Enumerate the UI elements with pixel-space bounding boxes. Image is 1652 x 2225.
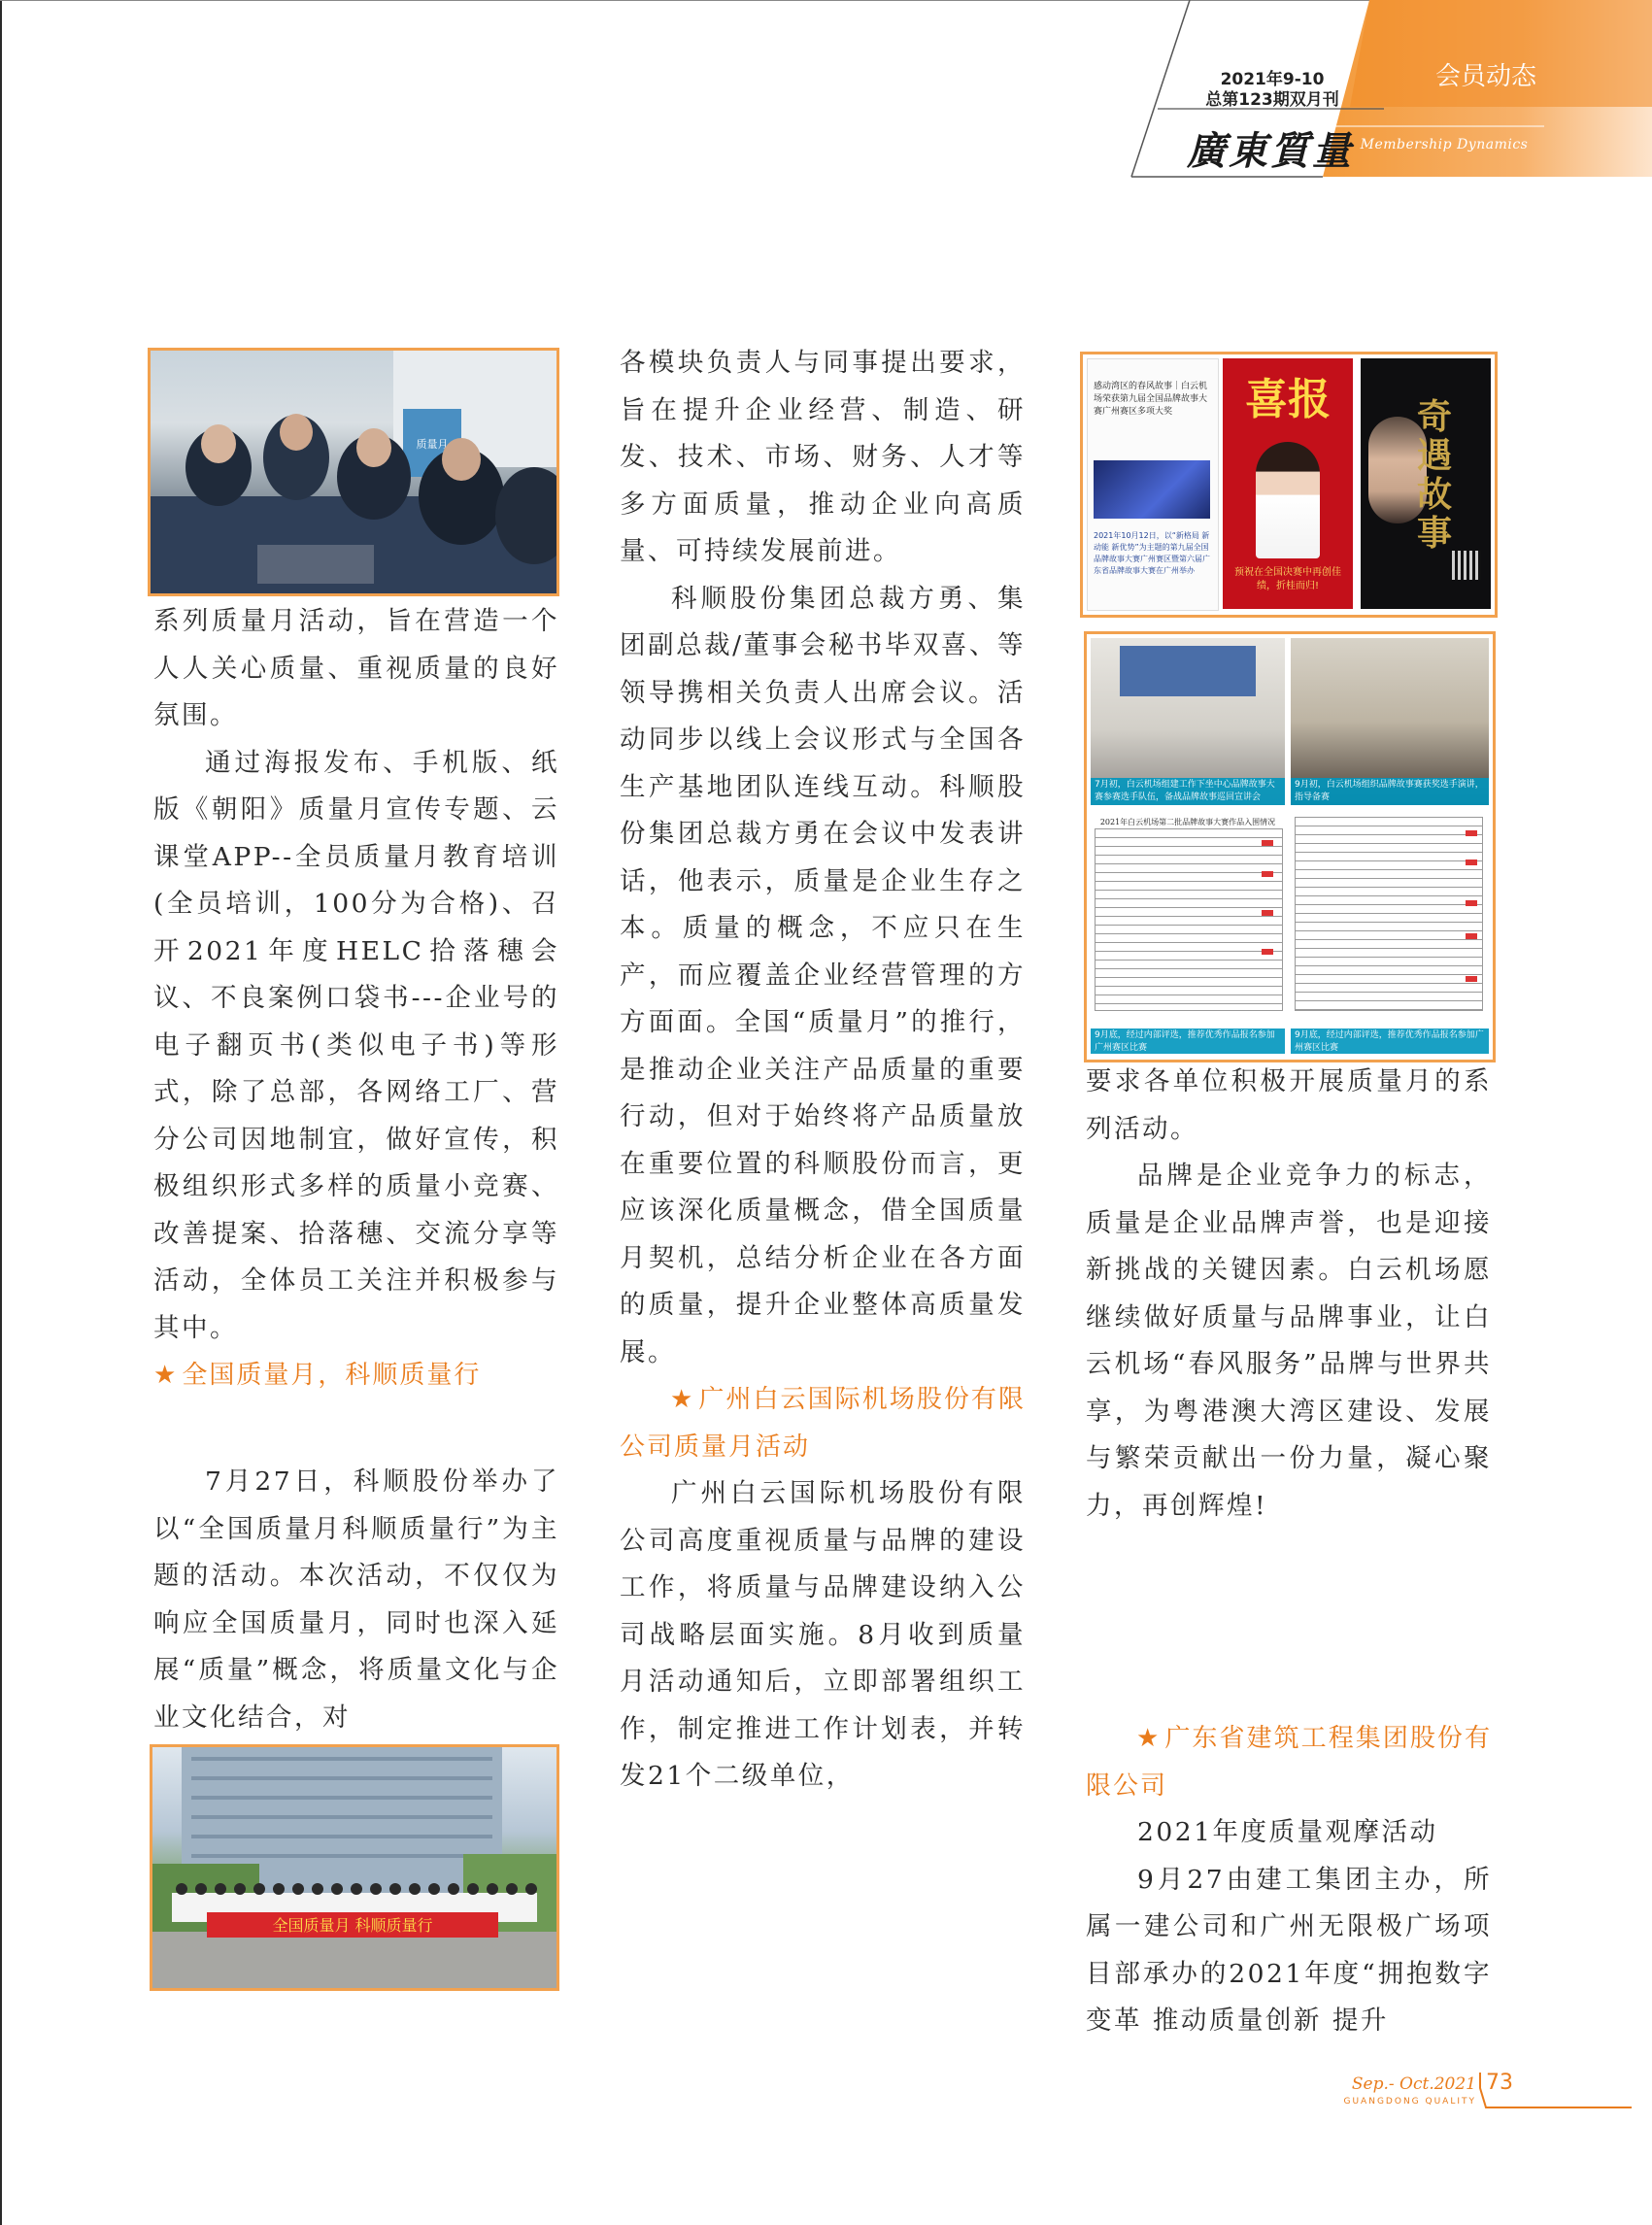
issue-number: 总第123期双月刊 [1205,90,1339,110]
grid4-caption: 9月底，经过内部评选，推荐优秀作品报名参加广州赛区比赛 [1291,1028,1489,1054]
issue-info [1165,70,1379,111]
grid-photo-1 [1091,638,1285,805]
col2-heading-airport [620,1376,1026,1470]
phone-screenshot-story [1361,358,1491,609]
phone2-portrait [1256,442,1320,558]
phone3-title: 奇遇故事 [1417,396,1453,554]
column-1-top [153,598,559,1399]
red-mark [1262,871,1273,877]
phone2-caption: 预祝在全国决赛中再创佳绩，折桂而归! [1234,567,1341,591]
col2-paragraph-3: 广州白云国际机场股份有限公司高度重视质量与品牌的建设工作，将质量与品牌建设纳入公司战略层面实施。8月收到质量月活动通知后，立即部署组织工作，制定推进工作计划表，并转发21个二级单位， [620,1478,1026,1791]
column-3-bottom [1086,1715,1492,2045]
footer-publication: GUANGDONG QUALITY [1343,2097,1476,2107]
group-banner-text: 全国质量月 科顺质量行 [272,1916,433,1935]
red-mark [1466,860,1477,865]
grid-document-2 [1291,811,1489,1054]
page-left-border [0,0,2,2225]
col2-paragraph-1: 各模块负责人与同事提出要求，旨在提升企业经营、制造、研发、技术、市场、财务、人才等多方面质量，推动企业向高质量、可持续发展前进。 [620,348,1026,566]
star-icon: ★ [1136,1724,1162,1753]
col3-paragraph-2: 品牌是企业竞争力的标志，质量是企业品牌声誉，也是迎接新挑战的关键因素。白云机场愿继续做好质量与品牌事业，让白云机场“春风服务”品牌与世界共享，为粤港澳大湾区建设、发展与繁荣贡献出一份力量，凝心聚力，再创辉煌! [1086,1161,1492,1521]
footer-date: Sep.- Oct.2021 [1351,2074,1476,2094]
red-mark [1466,976,1477,982]
red-mark [1466,900,1477,906]
col1-heading-keshun [153,1352,559,1399]
meeting-photo-art [151,351,556,593]
grid1-caption: 7月初，白云机场组建工作下坐中心品牌故事大赛参赛选手队伍，备战品牌故事巡回宣讲会 [1091,778,1285,805]
phone1-title: 感动湾区的春风故事｜白云机场荣获第九届全国品牌故事大赛广州赛区多项大奖 [1094,382,1208,417]
qr-code-icon [1452,551,1481,580]
phone1-image [1094,460,1210,519]
col1-paragraph-3: 7月27日，科顺股份举办了以“全国质量月科顺质量行”为主题的活动。本次活动，不仅仅为响应全国质量月，同时也深入延展“质量”概念，将质量文化与企业文化结合，对 [153,1466,559,1733]
grid2-caption: 9月初，白云机场组织品牌故事赛获奖选手演讲，指导备赛 [1291,778,1489,805]
col3-paragraph-4: 9月27由建工集团主办，所属一建公司和广州无限极广场项目部承办的2021年度“拥抱数字变革 推动质量创新 提升 [1086,1864,1492,2036]
grid3-doc-title: 2021年白云机场第二批品牌故事大赛作品入围情况 [1099,818,1276,826]
phone-screenshot-poster [1223,358,1353,609]
red-mark [1466,933,1477,939]
section-title: 会员动态 [1434,62,1536,91]
col1-paragraph-2: 通过海报发布、手机版、纸版《朝阳》质量月宣传专题、云课堂APP--全员质量月教育培训(全员培训，100分为合格)、召开2021年度HELC拾落穗会议、不良案例口袋书---企业号的电子翻页书(类似电子书)等形式，除了总部，各网络工厂、营分公司因地制宜，做好宣传，积极组织形式多样的质量小竞赛、改善提案、拾落穗、交流分享等活动，全体员工关注并积极参与其中。 [153,747,559,1343]
meeting-sign-text: 质量月 [416,438,449,451]
col3-paragraph-3: 2021年度质量观摩活动 [1137,1817,1438,1847]
column-2 [620,340,1026,1801]
column-1-bottom [153,1459,559,1741]
col3-paragraph-1: 要求各单位积极开展质量月的系列活动。 [1086,1066,1492,1144]
document-table [1295,817,1483,1011]
col1-paragraph-1: 系列质量月活动，旨在营造一个人人关心质量、重视质量的良好氛围。 [153,606,559,730]
col3-heading-construction [1086,1715,1492,1809]
col2-paragraph-2: 科顺股份集团总裁方勇、集团副总裁/董事会秘书毕双喜、等领导携相关负责人出席会议。活动同步以线上会议形式与全国各生产基地团队连线互动。科顺股份集团总裁方勇在会议中发表讲话，他表示，质量是企业生存之本。质量的概念，不应只在生产，而应覆盖企业经营管理的方方面面。全国“质量月”的推行，是推动企业关注产品质量的重要行动，但对于始终将产品质量放在重要位置的科顺股份而言，更应该深化质量概念，借全国质量月契机，总结分析企业在各方面的质量，提升企业整体高质量发展。 [620,583,1026,1367]
group-photo-art [152,1747,556,1988]
issue-date: 2021年9-10 [1220,70,1325,89]
group-photo [150,1744,559,1991]
header-banner [0,0,1652,194]
red-mark [1262,949,1273,955]
red-mark [1262,910,1273,916]
star-icon: ★ [153,1361,179,1390]
phone-screenshots [1080,352,1498,618]
presentation-screen [1120,646,1256,696]
grid-document-1 [1091,811,1285,1054]
col1-heading-text: 全国质量月，科顺质量行 [182,1361,482,1390]
grid3-caption: 9月底，经过内部评选，推荐优秀作品报名参加广州赛区比赛 [1091,1028,1285,1054]
phone1-caption: 2021年10月12日，以“新格局 新动能 新优势”为主题的第九届全国品牌故事大赛广州赛区暨第六届广东省品牌故事大赛在广州举办 [1094,531,1210,575]
meeting-photo [148,348,559,596]
col2-heading-text: 广州白云国际机场股份有限公司质量月活动 [620,1385,1026,1462]
phone-screenshot-article [1087,358,1219,611]
star-icon: ★ [670,1385,695,1414]
page-number: 73 [1486,2071,1513,2095]
grid-photo-2 [1291,638,1489,805]
col3-heading-text: 广东省建筑工程集团股份有限公司 [1086,1724,1492,1801]
column-3-top [1086,1059,1492,1530]
phone2-title: 喜报 [1245,375,1331,424]
red-mark [1466,830,1477,836]
magazine-logo: 廣東質量 [1187,128,1354,174]
document-table [1095,828,1283,1011]
red-mark [1262,840,1273,846]
activity-photo-grid [1084,631,1496,1062]
section-title-english: Membership Dynamics [1360,137,1529,152]
